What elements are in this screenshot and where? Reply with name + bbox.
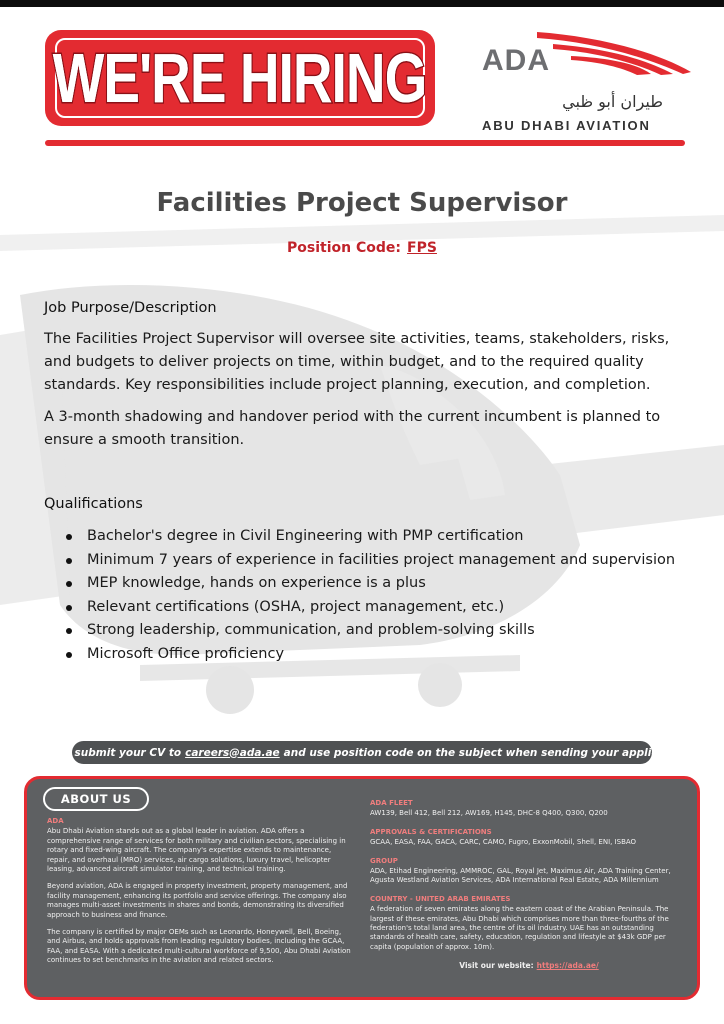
website-line bbox=[370, 961, 688, 970]
qualifications-section bbox=[44, 496, 684, 666]
list-item: Minimum 7 years of experience in facilities project management and supervision bbox=[44, 549, 684, 573]
careers-email-link[interactable]: careers@ada.ae bbox=[185, 746, 280, 759]
country-label: COUNTRY - UNITED ARAB EMIRATES bbox=[370, 894, 511, 903]
approvals-label: APPROVALS & CERTIFICATIONS bbox=[370, 827, 492, 836]
list-item: Relevant certifications (OSHA, project management, etc.) bbox=[44, 596, 684, 620]
submit-text-before: Please submit your CV to bbox=[32, 746, 182, 759]
submit-cv-banner bbox=[32, 741, 692, 764]
ada-logo-english: ABU DHABI AVIATION bbox=[482, 118, 651, 133]
qualifications-heading: Qualifications bbox=[44, 496, 143, 512]
group-text: ADA, Etihad Engineering, AMMROC, GAL, Royal Jet, Maximus Air, ADA Training Center, Agusta Westland Aviation Services, ADA International Real Estate, ADA Millennium bbox=[370, 867, 671, 885]
about-us-panel bbox=[24, 776, 700, 1000]
approvals-text: GCAA, EASA, FAA, GACA, CARC, CAMO, Fugro, ExxonMobil, Shell, ENI, ISBAO bbox=[370, 838, 637, 847]
position-code-label: Position Code: bbox=[287, 240, 402, 256]
position-code bbox=[0, 240, 724, 256]
submit-text-after: and use position code on the subject when sending your application. bbox=[283, 746, 692, 759]
header-divider bbox=[45, 140, 685, 146]
ada-paragraph: Beyond aviation, ADA is engaged in property investment, property management, and facility management, enhancing its portfolio and service offerings. The company also manages multi-asset investments in shares and bonds, demonstrating its diversified approach to business and finance. bbox=[47, 882, 348, 919]
list-item: MEP knowledge, hands on experience is a plus bbox=[44, 572, 684, 596]
website-label: Visit our website: bbox=[459, 961, 534, 971]
ada-logo-arabic: طيران أبو ظبي bbox=[562, 92, 663, 111]
hiring-banner-text: WE'RE HIRING bbox=[53, 39, 427, 117]
ada-logo-text: ADA bbox=[482, 44, 550, 77]
list-item: Microsoft Office proficiency bbox=[44, 643, 684, 667]
about-right-column bbox=[370, 799, 688, 971]
ada-swoosh-icon bbox=[533, 30, 693, 80]
list-item: Strong leadership, communication, and problem-solving skills bbox=[44, 619, 684, 643]
description-paragraph: The Facilities Project Supervisor will oversee site activities, teams, stakeholders, risks, and budgets to deliver projects on time, within budget, and to the required quality standards. Key responsibilities include project planning, execution, and completion. bbox=[44, 331, 670, 393]
position-code-value: FPS bbox=[407, 240, 437, 256]
fleet-text: AW139, Bell 412, Bell 212, AW169, H145, DHC-8 Q400, Q300, Q200 bbox=[370, 809, 608, 818]
purpose-heading: Job Purpose/Description bbox=[44, 300, 217, 316]
ada-paragraph: Abu Dhabi Aviation stands out as a global leader in aviation. ADA offers a comprehensive range of services for both military and civilian sectors, specialising in rotary and fixed-wing aircraft. The company's expertise extends to maintenance, repair, and overhaul (MRO) services, air cargo solutions, luxury travel, helicopter leasing, advanced aircraft simulator training, and technical training. bbox=[47, 827, 346, 874]
group-label: GROUP bbox=[370, 856, 398, 865]
top-edge-bar bbox=[0, 0, 724, 7]
ada-label: ADA bbox=[47, 817, 64, 825]
about-us-heading: ABOUT US bbox=[43, 787, 149, 811]
qualifications-list bbox=[44, 525, 684, 666]
job-description bbox=[44, 300, 684, 461]
list-item: Bachelor's degree in Civil Engineering with PMP certification bbox=[44, 525, 684, 549]
description-paragraph: A 3-month shadowing and handover period with the current incumbent is planned to ensure a smooth transition. bbox=[44, 409, 661, 448]
ada-logo bbox=[478, 30, 688, 135]
job-title: Facilities Project Supervisor bbox=[156, 188, 568, 218]
fleet-label: ADA FLEET bbox=[370, 799, 413, 807]
about-left-column bbox=[47, 817, 352, 974]
country-text: A federation of seven emirates along the eastern coast of the Arabian Peninsula. The largest of these emirates, Abu Dhabi which comprises more than three-fourths of the federation's total land area, the centre of its oil industry. UAE has an outstanding standards of health care, safety, education, regulation and lifestyle at $43k GDP per capita (population of approx. 10m). bbox=[370, 905, 669, 951]
ada-paragraph: The company is certified by major OEMs such as Leonardo, Honeywell, Bell, Boeing, and Airbus, and holds approvals from leading regulatory bodies, including the GCAA, FAA, and EASA. With a dedicated multi-cultural workforce of 9,500, Abu Dhabi Aviation continues to set benchmarks in the aviation and related sectors. bbox=[47, 928, 351, 965]
hiring-banner bbox=[45, 30, 435, 126]
website-link[interactable]: https://ada.ae/ bbox=[536, 961, 599, 971]
